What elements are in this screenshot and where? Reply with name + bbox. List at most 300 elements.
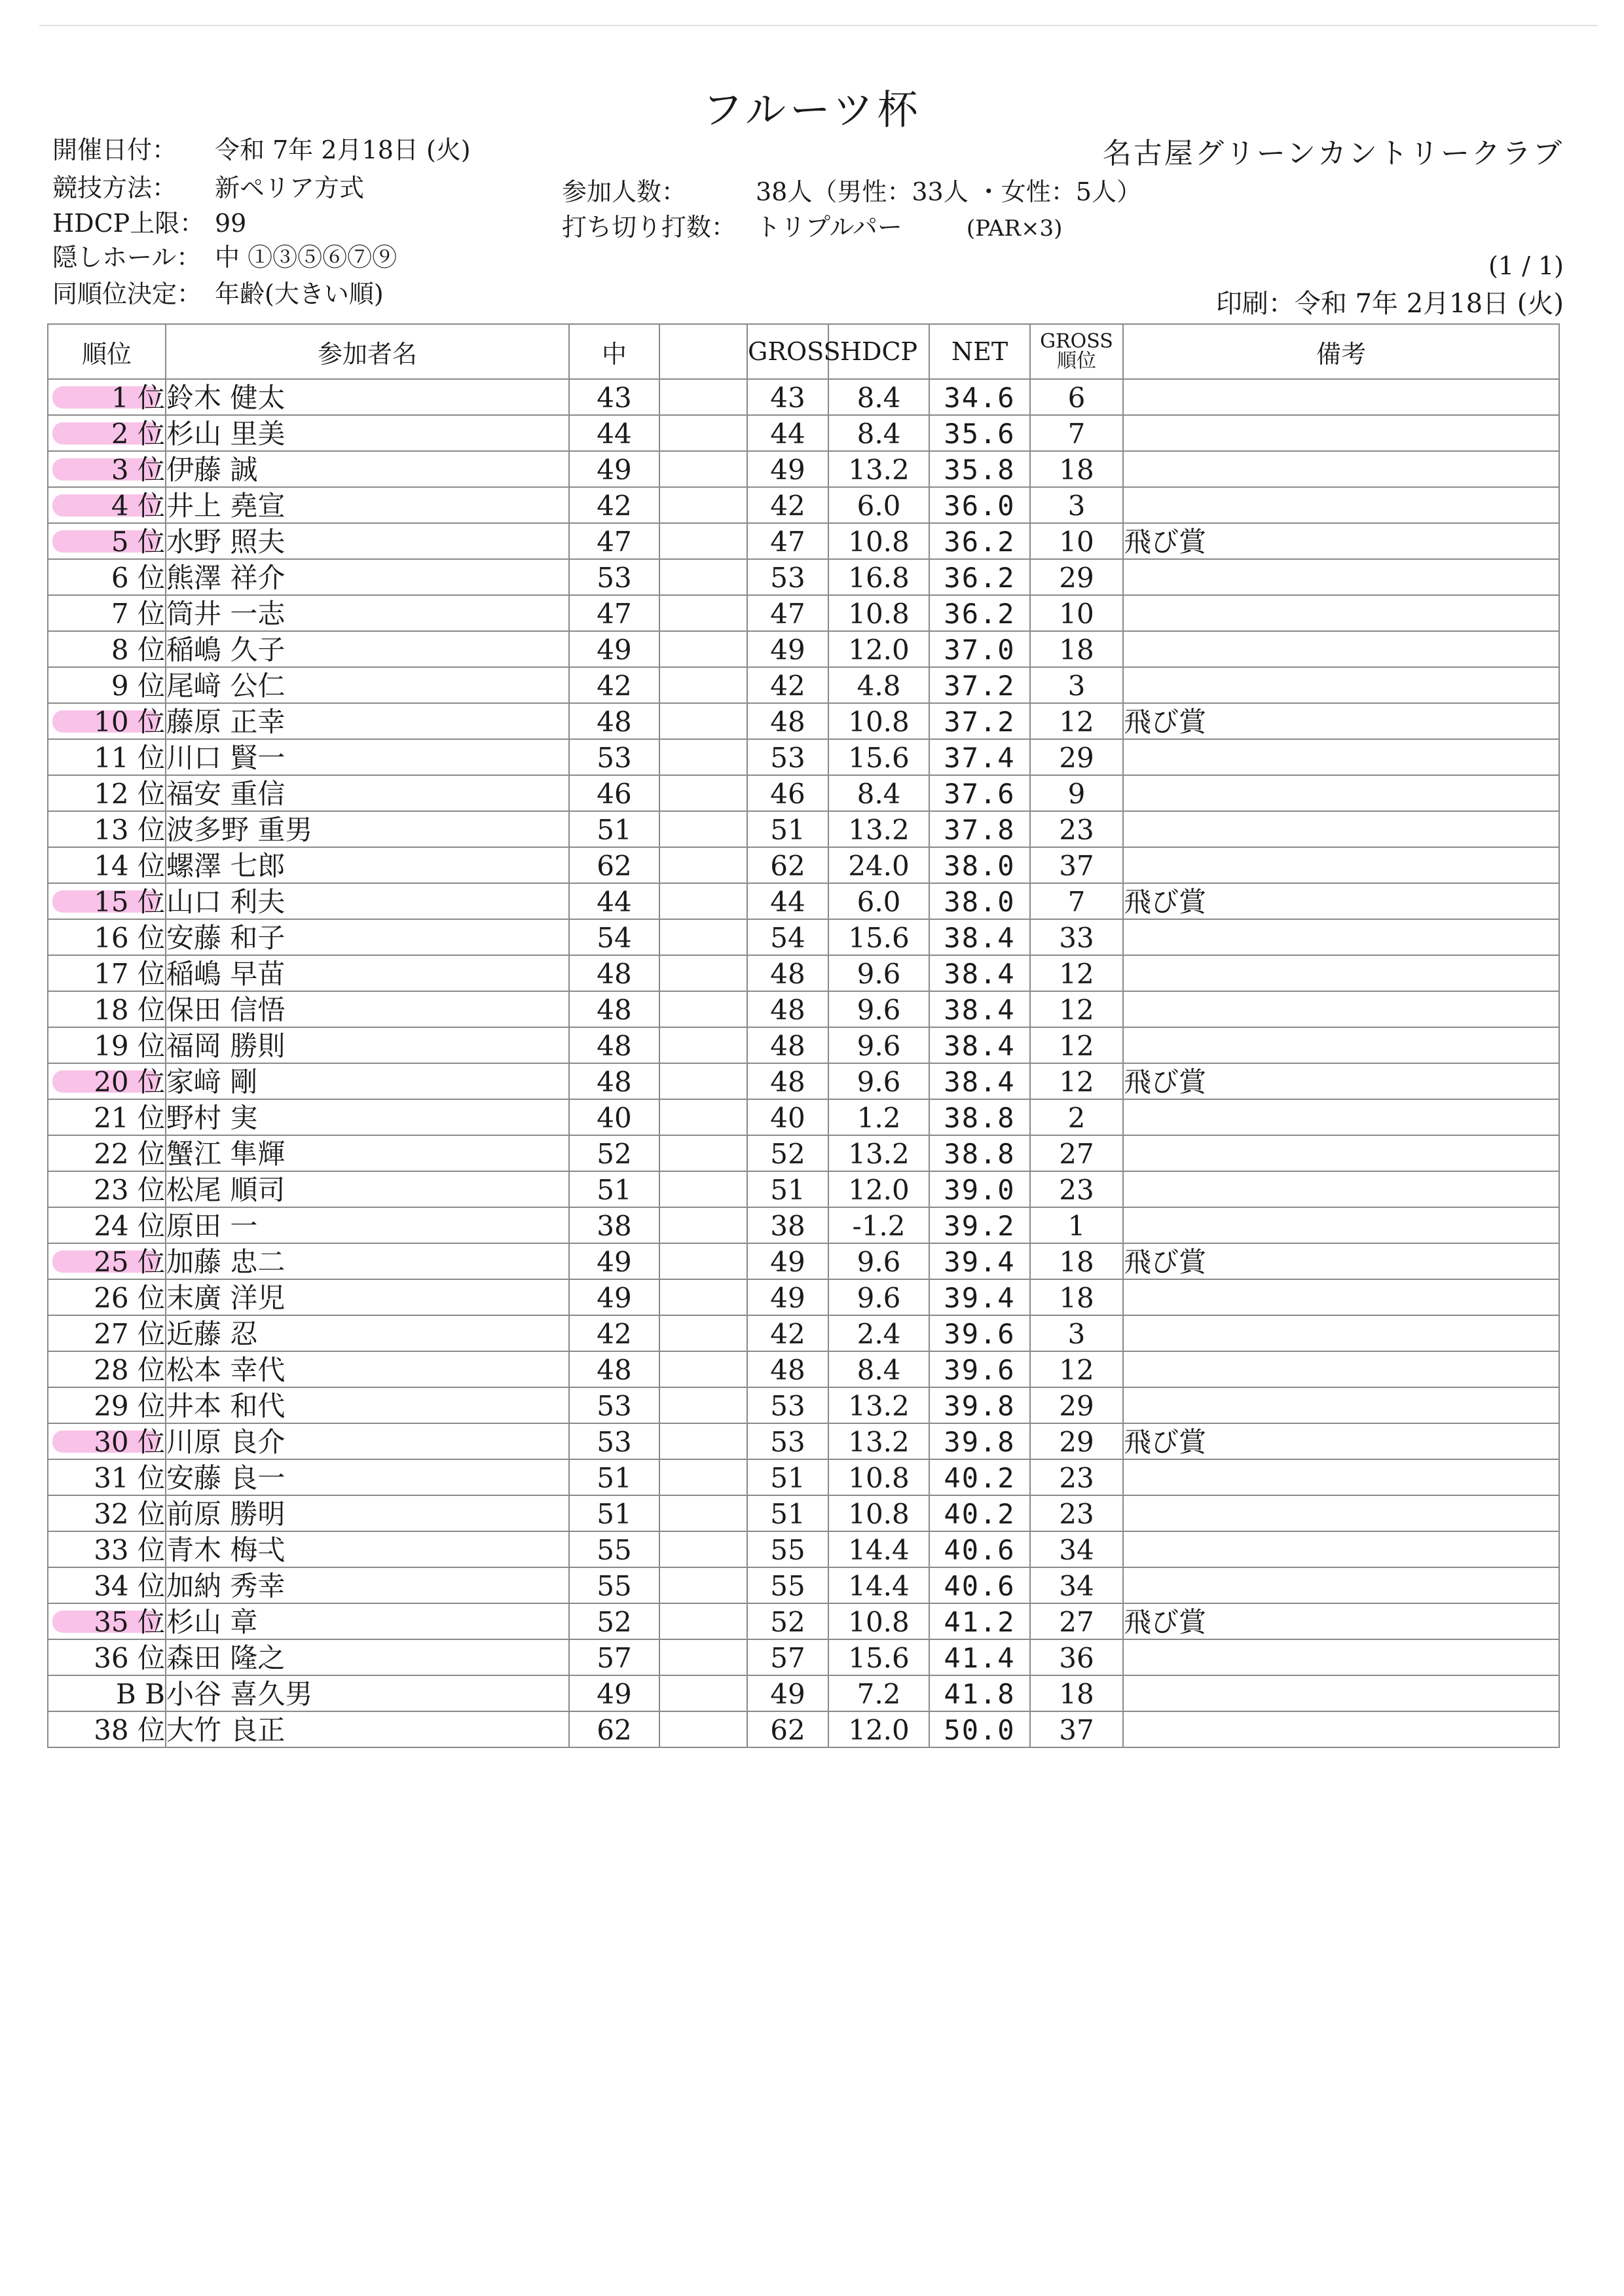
gross-rank-cell: 18 [1030, 1279, 1123, 1315]
net-cell: 39.2 [929, 1207, 1030, 1243]
blank-cell [659, 1099, 747, 1135]
name-cell: 杉山 里美 [166, 415, 569, 451]
naka-score-cell: 53 [569, 1423, 659, 1459]
rank-cell [48, 631, 166, 667]
gross-cell: 62 [747, 1711, 828, 1747]
rank-text: 27 位 [94, 1318, 165, 1350]
blank-cell [659, 1711, 747, 1747]
naka-score-cell: 49 [569, 1675, 659, 1711]
naka-score-cell: 48 [569, 1063, 659, 1099]
gross-rank-cell: 6 [1030, 379, 1123, 415]
naka-score-cell: 55 [569, 1567, 659, 1603]
col-gross-rank: GROSS 順位 [1030, 324, 1123, 379]
remarks-cell [1123, 847, 1559, 883]
table-row [48, 1135, 1559, 1171]
gross-cell: 57 [747, 1639, 828, 1675]
net-cell: 37.0 [929, 631, 1030, 667]
rank-cell [48, 991, 166, 1027]
col-gross: GROSS [747, 324, 828, 379]
table-row [48, 1711, 1559, 1747]
rank-text: 12 位 [94, 778, 165, 810]
rank-text: 2 位 [111, 418, 165, 450]
net-cell: 37.8 [929, 811, 1030, 847]
hdcp-cell: 6.0 [828, 883, 929, 919]
net-cell: 41.8 [929, 1675, 1030, 1711]
name-cell: 杉山 章 [166, 1603, 569, 1639]
rank-text: 9 位 [111, 670, 165, 702]
gross-rank-cell: 3 [1030, 1315, 1123, 1351]
gross-rank-cell: 12 [1030, 703, 1123, 739]
rank-text: 17 位 [94, 958, 165, 990]
hdcp-cell: 8.4 [828, 1351, 929, 1387]
info-date-value: 令和 7年 2月18日 (火) [215, 136, 471, 164]
rank-text: 33 位 [94, 1534, 165, 1566]
name-cell: 筒井 一志 [166, 595, 569, 631]
table-row [48, 631, 1559, 667]
rank-cell [48, 415, 166, 451]
rank-text: 21 位 [94, 1102, 165, 1134]
remarks-cell [1123, 1171, 1559, 1207]
gross-rank-cell: 29 [1030, 739, 1123, 775]
name-cell: 安藤 和子 [166, 919, 569, 955]
naka-score-cell: 47 [569, 595, 659, 631]
table-row [48, 1063, 1559, 1099]
hdcp-cell: 1.2 [828, 1099, 929, 1135]
hdcp-cell: 8.4 [828, 379, 929, 415]
blank-cell [659, 667, 747, 703]
net-cell: 39.8 [929, 1387, 1030, 1423]
remarks-cell [1123, 811, 1559, 847]
remarks-cell [1123, 379, 1559, 415]
gross-cell: 51 [747, 811, 828, 847]
table-row [48, 775, 1559, 811]
hdcp-cell: 14.4 [828, 1567, 929, 1603]
rank-cell [48, 1603, 166, 1639]
table-row [48, 487, 1559, 523]
blank-cell [659, 1423, 747, 1459]
blank-cell [659, 487, 747, 523]
blank-cell [659, 1027, 747, 1063]
gross-rank-cell: 18 [1030, 631, 1123, 667]
hdcp-cell: 10.8 [828, 1459, 929, 1495]
naka-score-cell: 48 [569, 1027, 659, 1063]
gross-rank-cell: 23 [1030, 1495, 1123, 1531]
naka-score-cell: 42 [569, 1315, 659, 1351]
table-row [48, 1279, 1559, 1315]
gross-cell: 49 [747, 1675, 828, 1711]
net-cell: 40.6 [929, 1531, 1030, 1567]
rank-text: 10 位 [94, 706, 165, 738]
rank-cell [48, 775, 166, 811]
name-cell: 蟹江 隼輝 [166, 1135, 569, 1171]
hdcp-cell: 4.8 [828, 667, 929, 703]
naka-score-cell: 51 [569, 1495, 659, 1531]
rank-cell [48, 1423, 166, 1459]
rank-cell [48, 847, 166, 883]
naka-score-cell: 42 [569, 667, 659, 703]
naka-score-cell: 54 [569, 919, 659, 955]
blank-cell [659, 811, 747, 847]
blank-cell [659, 1531, 747, 1567]
hdcp-cell: 16.8 [828, 559, 929, 595]
gross-rank-cell: 23 [1030, 1171, 1123, 1207]
gross-cell: 53 [747, 1387, 828, 1423]
net-cell: 37.2 [929, 667, 1030, 703]
blank-cell [659, 631, 747, 667]
naka-score-cell: 46 [569, 775, 659, 811]
blank-cell [659, 1459, 747, 1495]
info-hidden-value: 中 ①③⑤⑥⑦⑨ [215, 243, 397, 272]
blank-cell [659, 775, 747, 811]
naka-score-cell: 53 [569, 739, 659, 775]
naka-score-cell: 40 [569, 1099, 659, 1135]
rank-cell [48, 1639, 166, 1675]
gross-rank-cell: 34 [1030, 1567, 1123, 1603]
rank-cell [48, 739, 166, 775]
rank-text: 4 位 [111, 490, 165, 522]
gross-rank-cell: 1 [1030, 1207, 1123, 1243]
hdcp-cell: 2.4 [828, 1315, 929, 1351]
gross-rank-cell: 9 [1030, 775, 1123, 811]
info-hdcp [52, 203, 246, 239]
hdcp-cell: 13.2 [828, 451, 929, 487]
col-naka: 中 [569, 324, 659, 379]
hdcp-cell: -1.2 [828, 1207, 929, 1243]
blank-cell [659, 1567, 747, 1603]
rank-cell [48, 487, 166, 523]
rank-cell [48, 1099, 166, 1135]
table-row [48, 883, 1559, 919]
info-tie-label: 同順位決定： [52, 280, 202, 308]
gross-rank-cell: 12 [1030, 991, 1123, 1027]
naka-score-cell: 53 [569, 559, 659, 595]
net-cell: 38.4 [929, 955, 1030, 991]
hdcp-cell: 13.2 [828, 1135, 929, 1171]
info-participants [562, 172, 1141, 208]
rank-text: 24 位 [94, 1210, 165, 1242]
table-row [48, 991, 1559, 1027]
table-row [48, 1171, 1559, 1207]
rank-text: 22 位 [94, 1138, 165, 1170]
name-cell: 家﨑 剛 [166, 1063, 569, 1099]
remarks-cell [1123, 1639, 1559, 1675]
naka-score-cell: 53 [569, 1387, 659, 1423]
remarks-cell [1123, 595, 1559, 631]
gross-cell: 47 [747, 595, 828, 631]
info-date [52, 130, 471, 166]
rank-cell [48, 667, 166, 703]
rank-cell [48, 595, 166, 631]
gross-rank-cell: 10 [1030, 595, 1123, 631]
gross-cell: 38 [747, 1207, 828, 1243]
blank-cell [659, 415, 747, 451]
gross-cell: 42 [747, 487, 828, 523]
gross-rank-cell: 10 [1030, 523, 1123, 559]
rank-text: 26 位 [94, 1282, 165, 1314]
info-method-label: 競技方法： [52, 173, 177, 202]
rank-text: 23 位 [94, 1174, 165, 1206]
hdcp-cell: 9.6 [828, 955, 929, 991]
naka-score-cell: 51 [569, 1459, 659, 1495]
rank-text: 30 位 [94, 1426, 165, 1458]
net-cell: 38.8 [929, 1099, 1030, 1135]
gross-rank-cell: 34 [1030, 1531, 1123, 1567]
table-row [48, 1351, 1559, 1387]
table-row [48, 1531, 1559, 1567]
table-row [48, 1459, 1559, 1495]
rank-cell [48, 919, 166, 955]
gross-rank-cell: 37 [1030, 1711, 1123, 1747]
gross-rank-cell: 29 [1030, 1423, 1123, 1459]
remarks-cell [1123, 1135, 1559, 1171]
remarks-cell [1123, 667, 1559, 703]
info-cutoff [562, 207, 1062, 243]
gross-cell: 51 [747, 1495, 828, 1531]
naka-score-cell: 49 [569, 1243, 659, 1279]
hdcp-cell: 14.4 [828, 1531, 929, 1567]
blank-cell [659, 739, 747, 775]
info-cutoff-note: (PAR×3) [966, 215, 1063, 242]
rank-text: 7 位 [111, 598, 165, 630]
gross-rank-cell: 12 [1030, 1027, 1123, 1063]
blank-cell [659, 883, 747, 919]
remarks-cell [1123, 1099, 1559, 1135]
net-cell: 38.4 [929, 1063, 1030, 1099]
table-row [48, 955, 1559, 991]
net-cell: 38.0 [929, 847, 1030, 883]
info-cutoff-label: 打ち切り打数： [562, 213, 737, 242]
hdcp-cell: 13.2 [828, 1387, 929, 1423]
remarks-cell [1123, 991, 1559, 1027]
name-cell: 原田 一 [166, 1207, 569, 1243]
blank-cell [659, 1603, 747, 1639]
table-row [48, 415, 1559, 451]
rank-cell [48, 451, 166, 487]
gross-cell: 47 [747, 523, 828, 559]
name-cell: 螺澤 七郎 [166, 847, 569, 883]
hdcp-cell: 24.0 [828, 847, 929, 883]
remarks-cell [1123, 631, 1559, 667]
results-table [47, 323, 1560, 1748]
rank-text: 32 位 [94, 1498, 165, 1530]
net-cell: 41.2 [929, 1603, 1030, 1639]
rank-cell [48, 1711, 166, 1747]
rank-text: 34 位 [94, 1570, 165, 1602]
table-row [48, 1099, 1559, 1135]
naka-score-cell: 49 [569, 451, 659, 487]
gross-cell: 44 [747, 415, 828, 451]
rank-text: 31 位 [94, 1462, 165, 1494]
remarks-cell [1123, 559, 1559, 595]
gross-rank-cell: 27 [1030, 1603, 1123, 1639]
blank-cell [659, 1351, 747, 1387]
hdcp-cell: 9.6 [828, 1063, 929, 1099]
name-cell: 加納 秀幸 [166, 1567, 569, 1603]
remarks-cell [1123, 1207, 1559, 1243]
rank-cell [48, 1135, 166, 1171]
hdcp-cell: 9.6 [828, 991, 929, 1027]
hdcp-cell: 10.8 [828, 523, 929, 559]
table-row [48, 739, 1559, 775]
blank-cell [659, 1207, 747, 1243]
rank-text: 18 位 [94, 994, 165, 1026]
rank-cell [48, 955, 166, 991]
remarks-cell [1123, 739, 1559, 775]
table-row [48, 559, 1559, 595]
rank-text: 19 位 [94, 1030, 165, 1062]
name-cell: 熊澤 祥介 [166, 559, 569, 595]
rank-cell [48, 1567, 166, 1603]
rank-text: B B [115, 1678, 165, 1710]
gross-cell: 42 [747, 1315, 828, 1351]
rank-cell [48, 1315, 166, 1351]
net-cell: 39.8 [929, 1423, 1030, 1459]
info-participants-value: 38人（男性：33人 ・女性：5人） [756, 177, 1141, 206]
name-cell: 井本 和代 [166, 1387, 569, 1423]
rank-text: 25 位 [94, 1246, 165, 1278]
rank-text: 35 位 [94, 1606, 165, 1638]
remarks-cell [1123, 1351, 1559, 1387]
remarks-cell [1123, 955, 1559, 991]
net-cell: 36.2 [929, 523, 1030, 559]
gross-cell: 44 [747, 883, 828, 919]
hdcp-cell: 10.8 [828, 1603, 929, 1639]
remarks-cell [1123, 1027, 1559, 1063]
gross-rank-cell: 23 [1030, 811, 1123, 847]
hdcp-cell: 8.4 [828, 775, 929, 811]
gross-cell: 52 [747, 1603, 828, 1639]
col-rank: 順位 [48, 324, 166, 379]
remarks-cell [1123, 1711, 1559, 1747]
name-cell: 川口 賢一 [166, 739, 569, 775]
rank-cell [48, 1459, 166, 1495]
name-cell: 末廣 洋児 [166, 1279, 569, 1315]
rank-text: 11 位 [94, 742, 165, 774]
info-hdcp-value: 99 [215, 209, 247, 238]
remarks-cell [1123, 1531, 1559, 1567]
hdcp-cell: 12.0 [828, 1171, 929, 1207]
hdcp-cell: 9.6 [828, 1027, 929, 1063]
naka-score-cell: 38 [569, 1207, 659, 1243]
remarks-cell [1123, 451, 1559, 487]
net-cell: 34.6 [929, 379, 1030, 415]
net-cell: 38.4 [929, 991, 1030, 1027]
naka-score-cell: 43 [569, 379, 659, 415]
name-cell: 加藤 忠二 [166, 1243, 569, 1279]
rank-cell [48, 1279, 166, 1315]
rank-cell [48, 379, 166, 415]
remarks-cell: 飛び賞 [1123, 523, 1559, 559]
gross-rank-cell: 36 [1030, 1639, 1123, 1675]
blank-cell [659, 1243, 747, 1279]
hdcp-cell: 8.4 [828, 415, 929, 451]
blank-cell [659, 559, 747, 595]
name-cell: 藤原 正幸 [166, 703, 569, 739]
net-cell: 36.0 [929, 487, 1030, 523]
hdcp-cell: 15.6 [828, 919, 929, 955]
gross-cell: 52 [747, 1135, 828, 1171]
col-remarks: 備考 [1123, 324, 1559, 379]
table-row [48, 1315, 1559, 1351]
net-cell: 39.4 [929, 1279, 1030, 1315]
info-method-value: 新ペリア方式 [215, 173, 365, 202]
net-cell: 41.4 [929, 1639, 1030, 1675]
naka-score-cell: 47 [569, 523, 659, 559]
club-name: 名古屋グリーンカントリークラブ [1102, 137, 1564, 170]
gross-rank-cell: 29 [1030, 1387, 1123, 1423]
name-cell: 松本 幸代 [166, 1351, 569, 1387]
hdcp-cell: 10.8 [828, 1495, 929, 1531]
rank-text: 8 位 [111, 634, 165, 666]
table-row [48, 703, 1559, 739]
remarks-cell [1123, 487, 1559, 523]
info-participants-label: 参加人数： [562, 177, 687, 206]
rank-cell [48, 1063, 166, 1099]
rank-cell [48, 1027, 166, 1063]
remarks-cell [1123, 1459, 1559, 1495]
naka-score-cell: 49 [569, 631, 659, 667]
rank-cell [48, 703, 166, 739]
rank-text: 20 位 [94, 1066, 165, 1098]
rank-text: 15 位 [94, 886, 165, 918]
naka-score-cell: 44 [569, 415, 659, 451]
table-row [48, 1207, 1559, 1243]
gross-cell: 53 [747, 739, 828, 775]
naka-score-cell: 52 [569, 1135, 659, 1171]
remarks-cell: 飛び賞 [1123, 883, 1559, 919]
naka-score-cell: 48 [569, 991, 659, 1027]
blank-cell [659, 955, 747, 991]
table-row [48, 1567, 1559, 1603]
info-hdcp-label: HDCP上限： [52, 209, 205, 238]
remarks-cell [1123, 1387, 1559, 1423]
name-cell: 川原 良介 [166, 1423, 569, 1459]
blank-cell [659, 991, 747, 1027]
info-date-label: 開催日付： [52, 136, 177, 164]
gross-rank-cell: 7 [1030, 883, 1123, 919]
header-row [48, 324, 1559, 379]
remarks-cell: 飛び賞 [1123, 1243, 1559, 1279]
gross-cell: 48 [747, 703, 828, 739]
gross-cell: 51 [747, 1171, 828, 1207]
hdcp-cell: 13.2 [828, 1423, 929, 1459]
gross-rank-cell: 37 [1030, 847, 1123, 883]
name-cell: 福岡 勝則 [166, 1027, 569, 1063]
blank-cell [659, 595, 747, 631]
gross-cell: 49 [747, 631, 828, 667]
rank-text: 5 位 [111, 526, 165, 558]
table-row [48, 523, 1559, 559]
hdcp-cell: 13.2 [828, 811, 929, 847]
page-title: フルーツ杯 [702, 86, 922, 134]
net-cell: 35.8 [929, 451, 1030, 487]
name-cell: 山口 利夫 [166, 883, 569, 919]
col-blank [659, 324, 747, 379]
rank-text: 14 位 [94, 850, 165, 882]
blank-cell [659, 1279, 747, 1315]
name-cell: 近藤 忍 [166, 1315, 569, 1351]
blank-cell [659, 1063, 747, 1099]
hdcp-cell: 15.6 [828, 739, 929, 775]
gross-rank-cell: 3 [1030, 667, 1123, 703]
gross-cell: 55 [747, 1567, 828, 1603]
table-row [48, 1675, 1559, 1711]
table-row [48, 1639, 1559, 1675]
hdcp-cell: 15.6 [828, 1639, 929, 1675]
page-number: (1 / 1) [1488, 251, 1564, 280]
table-row [48, 667, 1559, 703]
table-row [48, 1603, 1559, 1639]
